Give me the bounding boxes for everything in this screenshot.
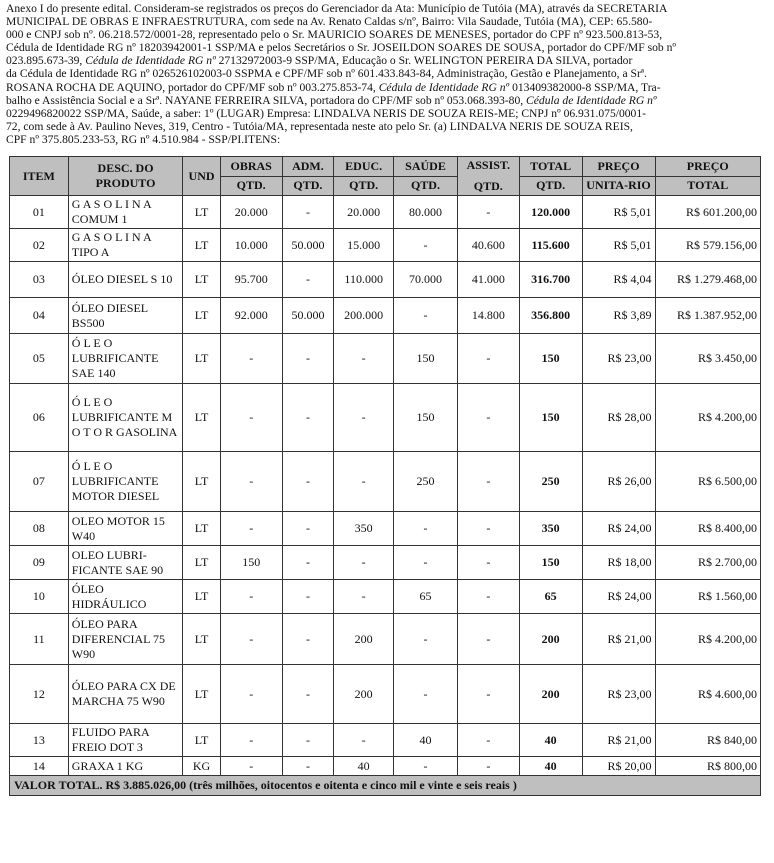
cell-item: 05 <box>10 334 69 384</box>
cell-und: LT <box>183 452 220 512</box>
cell-obras: - <box>220 334 282 384</box>
cell-ptotal: R$ 840,00 <box>655 724 760 757</box>
cell-obras: - <box>220 724 282 757</box>
cell-educ: 15.000 <box>334 229 394 262</box>
intro-line: da Cédula de Identidade RG nº 026526102003-0 SSPMA e CPF/MF sob nº 601.433.843-84, Administração, Gestão e Planejamento, a Srª. <box>6 67 647 81</box>
cell-unit: R$ 18,00 <box>582 546 655 580</box>
cell-desc: ÓLEO DIESEL BS500 <box>68 298 183 334</box>
intro-line: 000 e CNPJ sob nº. 06.218.572/0001-28, representado pelo o Sr. MAURICIO SOARES DE MENESES, portador do CPF nº 923.500.813-53, <box>6 28 663 42</box>
cell-unit: R$ 3,89 <box>582 298 655 334</box>
cell-obras: 20.000 <box>220 196 282 229</box>
header-qtd: QTD. <box>220 176 282 196</box>
table-row <box>10 512 761 546</box>
cell-und: LT <box>183 580 220 614</box>
intro-line: Anexo I do presente edital. Consideram-se registrados os preços do Gerenciador da Ata: Município de Tutóia (MA), através da SECRETARIA <box>6 2 668 15</box>
header-desc: DESC. DO PRODUTO <box>68 157 183 196</box>
header-total: TOTAL <box>519 157 582 177</box>
cell-educ: - <box>334 384 394 452</box>
table-row <box>10 196 761 229</box>
cell-obras: - <box>220 665 282 724</box>
cell-desc: G A S O L I N A TIPO A <box>68 229 183 262</box>
valor-total: VALOR TOTAL. R$ 3.885.026,00 (três milhões, oitocentos e oitenta e cinco mil e vinte e seis reais ) <box>10 776 761 796</box>
cell-total: 115.600 <box>519 229 582 262</box>
cell-item: 10 <box>10 580 69 614</box>
intro-line: MUNICIPAL DE OBRAS E INFRAESTRUTURA, com sede na Av. Renato Caldas s/nº, Bairro: Vila Saudade, Tutóia (MA), CEP: 65.580- <box>6 15 653 29</box>
cell-assist: 41.000 <box>457 262 519 298</box>
cell-total: 200 <box>519 614 582 665</box>
cell-assist: - <box>457 512 519 546</box>
cell-und: LT <box>183 229 220 262</box>
cell-saude: - <box>394 546 458 580</box>
cell-desc: Ó L E O LUBRIFICANTE SAE 140 <box>68 334 183 384</box>
cell-adm: - <box>282 384 334 452</box>
cell-item: 14 <box>10 757 69 776</box>
cell-unit: R$ 24,00 <box>582 512 655 546</box>
cell-ptotal: R$ 4.200,00 <box>655 384 760 452</box>
intro-line: Cédula de Identidade RG nº 18203942001-1 SSP/MA e pelos Secretários o Sr. JOSEILDON SOARES DE SOUSA, portador do CPF/MF sob nº <box>6 41 676 55</box>
cell-saude: 65 <box>394 580 458 614</box>
cell-obras: - <box>220 384 282 452</box>
cell-educ: 40 <box>334 757 394 776</box>
cell-item: 13 <box>10 724 69 757</box>
cell-ptotal: R$ 4.600,00 <box>655 665 760 724</box>
cell-obras: 95.700 <box>220 262 282 298</box>
header-adm: ADM. <box>282 157 334 177</box>
cell-ptotal: R$ 579.156,00 <box>655 229 760 262</box>
cell-adm: - <box>282 452 334 512</box>
table-row <box>10 262 761 298</box>
cell-ptotal: R$ 800,00 <box>655 757 760 776</box>
cell-und: LT <box>183 196 220 229</box>
header-obras: OBRAS <box>220 157 282 177</box>
cell-adm: 50.000 <box>282 229 334 262</box>
cell-desc: GRAXA 1 KG <box>68 757 183 776</box>
cell-assist: - <box>457 384 519 452</box>
cell-educ: 350 <box>334 512 394 546</box>
cell-adm: - <box>282 580 334 614</box>
cell-educ: 110.000 <box>334 262 394 298</box>
cell-item: 01 <box>10 196 69 229</box>
header-saude: SAÚDE <box>394 157 458 177</box>
cell-assist: 40.600 <box>457 229 519 262</box>
cell-item: 06 <box>10 384 69 452</box>
cell-und: LT <box>183 512 220 546</box>
cell-item: 08 <box>10 512 69 546</box>
cell-educ: 200 <box>334 665 394 724</box>
intro-italic: Cédula de Identidade RG nº <box>85 54 216 68</box>
cell-adm: - <box>282 757 334 776</box>
cell-ptotal: R$ 4.200,00 <box>655 614 760 665</box>
cell-ptotal: R$ 6.500,00 <box>655 452 760 512</box>
intro-text: 023.895.673-39, <box>6 54 86 68</box>
header-qtd: QTD. <box>519 176 582 196</box>
table-header <box>10 157 761 196</box>
table-row <box>10 580 761 614</box>
header-educ: EDUC. <box>334 157 394 177</box>
cell-total: 250 <box>519 452 582 512</box>
cell-assist: - <box>457 452 519 512</box>
cell-total: 150 <box>519 384 582 452</box>
table-row <box>10 757 761 776</box>
cell-educ: 200.000 <box>334 298 394 334</box>
cell-adm: - <box>282 512 334 546</box>
cell-obras: - <box>220 614 282 665</box>
table-row <box>10 298 761 334</box>
cell-total: 120.000 <box>519 196 582 229</box>
cell-ptotal: R$ 2.700,00 <box>655 546 760 580</box>
cell-adm: - <box>282 334 334 384</box>
intro-line <box>6 94 768 107</box>
table-row <box>10 452 761 512</box>
cell-item: 07 <box>10 452 69 512</box>
cell-desc: OLEO LUBRI-FICANTE SAE 90 <box>68 546 183 580</box>
table-row <box>10 546 761 580</box>
cell-desc: ÓLEO DIESEL S 10 <box>68 262 183 298</box>
intro-italic: Cédula de Identidade RG nº <box>378 80 510 94</box>
cell-desc: Ó L E O LUBRIFICANTE M O T O R GASOLINA <box>68 384 183 452</box>
cell-total: 65 <box>519 580 582 614</box>
intro-text: 27132972003-9 SSP/MA, Educação o Sr. WELINGTON PEREIRA DA SILVA, portador <box>215 54 633 68</box>
cell-unit: R$ 24,00 <box>582 580 655 614</box>
intro-text: 013409382000-8 SSP/MA, Tra- <box>512 80 661 94</box>
intro-line <box>6 81 768 94</box>
intro-text: balho e Assistência Social e a Srª. NAYANE FERREIRA SILVA, portadora do CPF/MF sob nº 053.068.393-80, <box>6 93 527 107</box>
cell-item: 09 <box>10 546 69 580</box>
table-body <box>10 196 761 776</box>
cell-saude: 150 <box>394 334 458 384</box>
cell-unit: R$ 23,00 <box>582 334 655 384</box>
cell-saude: 150 <box>394 384 458 452</box>
header-unitario: UNITA-RIO <box>582 176 655 196</box>
cell-adm: - <box>282 665 334 724</box>
header-assist <box>457 157 519 196</box>
cell-unit: R$ 28,00 <box>582 384 655 452</box>
cell-ptotal: R$ 1.279.468,00 <box>655 262 760 298</box>
cell-item: 04 <box>10 298 69 334</box>
cell-unit: R$ 21,00 <box>582 614 655 665</box>
cell-desc: G A S O L I N A COMUM 1 <box>68 196 183 229</box>
cell-assist: - <box>457 334 519 384</box>
cell-saude: - <box>394 512 458 546</box>
cell-assist: 14.800 <box>457 298 519 334</box>
table-row <box>10 614 761 665</box>
cell-ptotal: R$ 1.387.952,00 <box>655 298 760 334</box>
cell-assist: - <box>457 580 519 614</box>
cell-und: KG <box>183 757 220 776</box>
cell-und: LT <box>183 334 220 384</box>
cell-unit: R$ 23,00 <box>582 665 655 724</box>
cell-desc: Ó L E O LUBRIFICANTE MOTOR DIESEL <box>68 452 183 512</box>
cell-total: 350 <box>519 512 582 546</box>
cell-desc: OLEO MOTOR 15 W40 <box>68 512 183 546</box>
cell-saude: - <box>394 614 458 665</box>
intro-text: ROSANA ROCHA DE AQUINO, portador do CPF/MF sob nº 003.275.853-74, <box>6 80 379 94</box>
header-preco-total: TOTAL <box>655 176 760 196</box>
cell-saude: 250 <box>394 452 458 512</box>
cell-unit: R$ 21,00 <box>582 724 655 757</box>
cell-obras: 10.000 <box>220 229 282 262</box>
intro-line <box>6 54 768 67</box>
cell-desc: ÓLEO PARA CX DE MARCHA 75 W90 <box>68 665 183 724</box>
header-assist-label: ASSIST. <box>466 158 511 172</box>
header-qtd: QTD. <box>394 176 458 196</box>
intro-line: CPF nº 375.805.233-53, RG nº 4.510.984 - SSP/PI.ITENS: <box>6 132 281 146</box>
cell-total: 40 <box>519 724 582 757</box>
intro-italic: Cédula de Identidade RG nº <box>526 93 657 107</box>
cell-ptotal: R$ 8.400,00 <box>655 512 760 546</box>
cell-obras: 150 <box>220 546 282 580</box>
cell-obras: - <box>220 512 282 546</box>
cell-unit: R$ 20,00 <box>582 757 655 776</box>
table-row <box>10 334 761 384</box>
cell-adm: - <box>282 614 334 665</box>
cell-desc: FLUIDO PARA FREIO DOT 3 <box>68 724 183 757</box>
cell-obras: - <box>220 452 282 512</box>
cell-saude: 70.000 <box>394 262 458 298</box>
cell-und: LT <box>183 384 220 452</box>
cell-und: LT <box>183 724 220 757</box>
cell-item: 03 <box>10 262 69 298</box>
items-table <box>9 156 761 796</box>
cell-unit: R$ 4,04 <box>582 262 655 298</box>
cell-und: LT <box>183 546 220 580</box>
cell-adm: - <box>282 724 334 757</box>
cell-und: LT <box>183 262 220 298</box>
header-qtd: QTD. <box>334 176 394 196</box>
cell-total: 40 <box>519 757 582 776</box>
cell-unit: R$ 26,00 <box>582 452 655 512</box>
cell-total: 356.800 <box>519 298 582 334</box>
header-preco-top: PREÇO <box>655 157 760 177</box>
cell-assist: - <box>457 196 519 229</box>
table-row <box>10 665 761 724</box>
cell-educ: - <box>334 452 394 512</box>
cell-desc: ÓLEO PARA DIFERENCIAL 75 W90 <box>68 614 183 665</box>
cell-adm: - <box>282 196 334 229</box>
header-assist-qtd: QTD. <box>473 179 503 193</box>
cell-assist: - <box>457 546 519 580</box>
cell-educ: - <box>334 546 394 580</box>
header-item: ITEM <box>10 157 69 196</box>
cell-adm: 50.000 <box>282 298 334 334</box>
cell-obras: - <box>220 580 282 614</box>
header-preco: PREÇO <box>582 157 655 177</box>
table-row <box>10 384 761 452</box>
cell-ptotal: R$ 3.450,00 <box>655 334 760 384</box>
cell-unit: R$ 5,01 <box>582 229 655 262</box>
cell-educ: - <box>334 724 394 757</box>
cell-total: 150 <box>519 546 582 580</box>
cell-item: 02 <box>10 229 69 262</box>
cell-total: 316.700 <box>519 262 582 298</box>
cell-unit: R$ 5,01 <box>582 196 655 229</box>
intro-line: 0229496820022 SSP/MA, Saúde, a saber: 1º (LUGAR) Empresa: LINDALVA NERIS DE SOUZA REIS-ME; CNPJ nº 06.931.075/0001- <box>6 106 647 120</box>
document-intro <box>6 2 768 146</box>
cell-saude: 80.000 <box>394 196 458 229</box>
cell-desc: ÓLEO HIDRÁULICO <box>68 580 183 614</box>
cell-item: 11 <box>10 614 69 665</box>
cell-saude: - <box>394 665 458 724</box>
table-row <box>10 229 761 262</box>
cell-adm: - <box>282 262 334 298</box>
cell-saude: 40 <box>394 724 458 757</box>
cell-ptotal: R$ 601.200,00 <box>655 196 760 229</box>
cell-assist: - <box>457 724 519 757</box>
cell-assist: - <box>457 757 519 776</box>
cell-educ: 20.000 <box>334 196 394 229</box>
cell-und: LT <box>183 614 220 665</box>
cell-educ: 200 <box>334 614 394 665</box>
header-und: UND <box>183 157 220 196</box>
cell-obras: 92.000 <box>220 298 282 334</box>
cell-educ: - <box>334 334 394 384</box>
cell-saude: - <box>394 757 458 776</box>
cell-educ: - <box>334 580 394 614</box>
cell-total: 150 <box>519 334 582 384</box>
table-row <box>10 724 761 757</box>
cell-total: 200 <box>519 665 582 724</box>
cell-und: LT <box>183 298 220 334</box>
intro-line: 72, com sede à Av. Paulino Neves, 319, Centro - Tutóia/MA, representada neste ato pelo Sr. (a) LINDALVA NERIS DE SOUZA REIS, <box>6 119 633 133</box>
cell-obras: - <box>220 757 282 776</box>
cell-und: LT <box>183 665 220 724</box>
cell-adm: - <box>282 546 334 580</box>
header-qtd: QTD. <box>282 176 334 196</box>
cell-assist: - <box>457 665 519 724</box>
cell-saude: - <box>394 229 458 262</box>
cell-ptotal: R$ 1.560,00 <box>655 580 760 614</box>
cell-assist: - <box>457 614 519 665</box>
cell-item: 12 <box>10 665 69 724</box>
cell-saude: - <box>394 298 458 334</box>
